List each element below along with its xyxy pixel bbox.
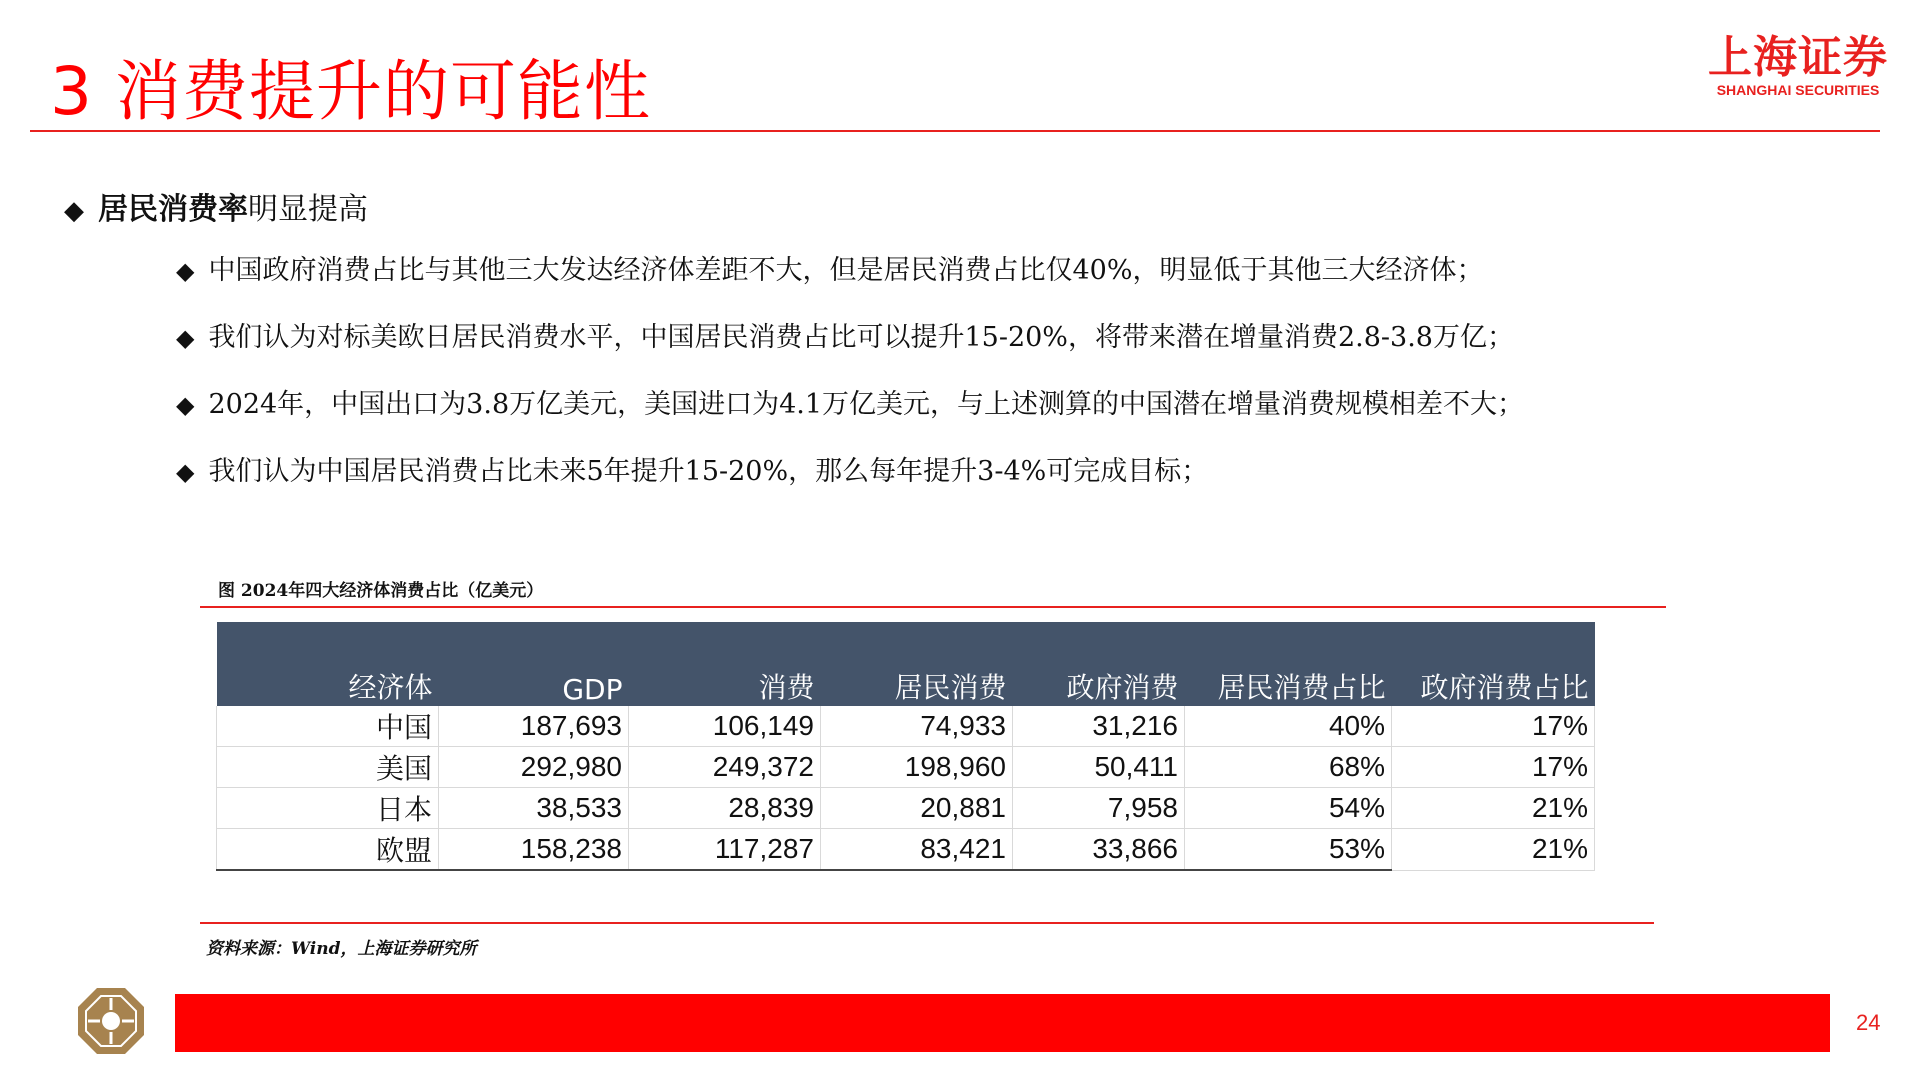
column-header: 政府消费 <box>1013 622 1185 706</box>
table-cell: 83,421 <box>821 829 1013 871</box>
company-logo <box>1708 34 1888 98</box>
bullet-text: 2024年，中国出口为3.8万亿美元，美国进口为4.1万亿美元，与上述测算的中国潜在增量消费规模相差不大； <box>208 389 1525 420</box>
table-cell: 292,980 <box>439 747 629 788</box>
table-cell: 198,960 <box>821 747 1013 788</box>
table-cell: 50,411 <box>1013 747 1185 788</box>
column-header: 经济体 <box>217 622 439 706</box>
table-row <box>217 747 1595 788</box>
table-header-row <box>217 622 1595 706</box>
table-row <box>217 829 1595 871</box>
table-cell: 74,933 <box>821 706 1013 747</box>
diamond-bullet-icon: ◆ <box>176 391 195 419</box>
diamond-bullet-icon: ◆ <box>176 257 195 285</box>
table-cell: 54% <box>1185 788 1392 829</box>
page-title: 3 消费提升的可能性 <box>50 53 651 130</box>
section-heading <box>64 184 368 228</box>
table-cell: 17% <box>1392 747 1595 788</box>
bullet-text: 中国政府消费占比与其他三大发达经济体差距不大，但是居民消费占比仅40%，明显低于其他三大经济体； <box>208 255 1484 286</box>
consumption-table <box>216 622 1595 871</box>
table-cell: 20,881 <box>821 788 1013 829</box>
bullet-item <box>176 313 1524 380</box>
diamond-bullet-icon: ◆ <box>176 458 195 486</box>
table-cell: 21% <box>1392 829 1595 871</box>
column-header: 居民消费 <box>821 622 1013 706</box>
table-cell: 7,958 <box>1013 788 1185 829</box>
caption-divider <box>200 606 1666 608</box>
table-cell: 38,533 <box>439 788 629 829</box>
table-cell: 249,372 <box>629 747 821 788</box>
logo-cn-text: 上海证券 <box>1708 32 1888 83</box>
table-cell: 53% <box>1185 829 1392 871</box>
column-header: 居民消费占比 <box>1185 622 1392 706</box>
table-row <box>217 788 1595 829</box>
octagon-emblem-icon <box>76 986 146 1056</box>
table-cell: 158,238 <box>439 829 629 871</box>
bullet-item <box>176 380 1524 447</box>
table-cell: 欧盟 <box>217 829 439 871</box>
source-note: 资料来源：Wind，上海证券研究所 <box>206 939 477 959</box>
table-cell: 17% <box>1392 706 1595 747</box>
table-cell: 40% <box>1185 706 1392 747</box>
column-header: 政府消费占比 <box>1392 622 1595 706</box>
bullet-text: 我们认为对标美欧日居民消费水平，中国居民消费占比可以提升15-20%，将带来潜在增量消费2.8-3.8万亿； <box>208 322 1514 353</box>
table-row <box>217 706 1595 747</box>
column-header: 消费 <box>629 622 821 706</box>
table-cell: 28,839 <box>629 788 821 829</box>
table-cell: 美国 <box>217 747 439 788</box>
bullet-item <box>176 447 1524 514</box>
bullet-text: 我们认为中国居民消费占比未来5年提升15-20%，那么每年提升3-4%可完成目标； <box>208 456 1209 487</box>
table-cell: 187,693 <box>439 706 629 747</box>
source-divider <box>200 922 1654 924</box>
bullet-item <box>176 246 1524 313</box>
header-divider <box>30 130 1880 132</box>
table-cell: 中国 <box>217 706 439 747</box>
table-cell: 68% <box>1185 747 1392 788</box>
diamond-bullet-icon: ◆ <box>64 196 84 226</box>
page-number: 24 <box>1856 1010 1881 1035</box>
footer-bar <box>175 994 1830 1052</box>
table-cell: 日本 <box>217 788 439 829</box>
table-cell: 21% <box>1392 788 1595 829</box>
table-cell: 106,149 <box>629 706 821 747</box>
column-header: GDP <box>439 622 629 706</box>
heading-rest-text: 明显提高 <box>248 192 368 227</box>
logo-en-text: SHANGHAI SECURITIES <box>1716 82 1880 98</box>
diamond-bullet-icon: ◆ <box>176 324 195 352</box>
table-cell: 33,866 <box>1013 829 1185 871</box>
table-cell: 117,287 <box>629 829 821 871</box>
table-cell: 31,216 <box>1013 706 1185 747</box>
heading-bold-text: 居民消费率 <box>98 192 248 227</box>
figure-caption: 图 2024年四大经济体消费占比（亿美元） <box>218 581 544 601</box>
bullet-list <box>176 246 1524 514</box>
